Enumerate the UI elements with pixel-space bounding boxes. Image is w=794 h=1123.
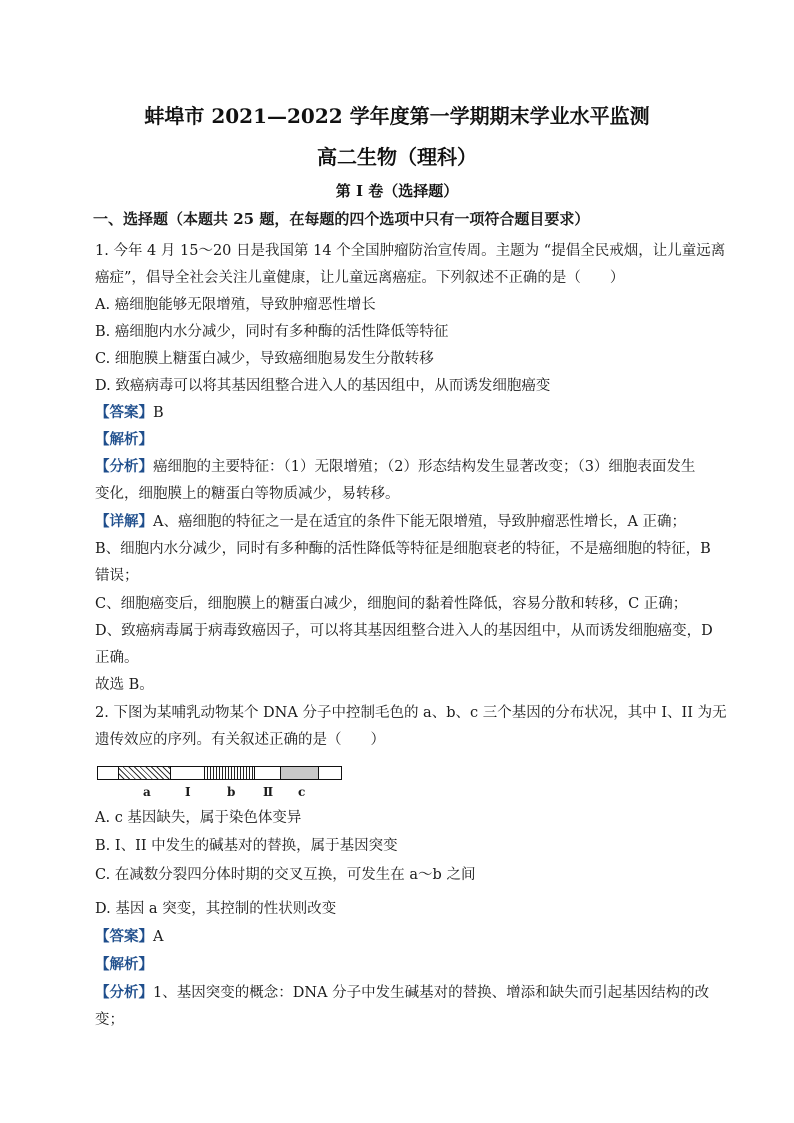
q1-conclusion: 故选 B。 (95, 677, 154, 693)
gene-c-segment (280, 766, 319, 780)
q1-xiangjie-line2: B、细胞内水分减少，同时有多种酶的活性降低等特征是细胞衰老的特征，不是癌细胞的特征，B (95, 541, 711, 557)
q1-option-a: A. 癌细胞能够无限增殖，导致肿瘤恶性增长 (95, 297, 376, 313)
answer-value: B (153, 405, 164, 421)
dna-segment-right (318, 766, 342, 780)
q2-stem-line1: 2. 下图为某哺乳动物某个 DNA 分子中控制毛色的 a、b、c 三个基因的分布状况，其中 I、II 为无 (95, 705, 727, 721)
q1-option-b: B. 癌细胞内水分减少，同时有多种酶的活性降低等特征 (95, 324, 449, 340)
label-a: a (143, 785, 151, 799)
answer-tag: 【答案】 (95, 928, 153, 945)
q1-xiangjie-line4: C、细胞癌变后，细胞膜上的糖蛋白减少，细胞间的黏着性降低，容易分散和转移，C 正确； (95, 596, 688, 612)
part-heading: 第 I 卷（选择题） (335, 182, 459, 200)
q1-stem-line2: 癌症”，倡导全社会关注儿童健康，让儿童远离癌症。下列叙述不正确的是（ ） (95, 270, 625, 286)
fenxi-text: 1、基因突变的概念：DNA 分子中发生碱基对的替换、增添和缺失而引起基因结构的改 (153, 985, 710, 1001)
q2-option-c: C. 在减数分裂四分体时期的交叉互换，可发生在 a～b 之间 (95, 867, 476, 883)
sequence-i-segment (170, 766, 205, 780)
sequence-ii-segment (254, 766, 281, 780)
answer-value: A (153, 929, 164, 945)
q2-fenxi-line1 (95, 983, 709, 1003)
fenxi-tag: 【分析】 (95, 984, 153, 1001)
label-ii: Ⅱ (263, 785, 274, 799)
fenxi-tag: 【分析】 (95, 458, 153, 475)
q2-fenxi-line2: 变； (95, 1012, 124, 1028)
q2-answer (95, 927, 163, 947)
q2-option-d: D. 基因 a 突变，其控制的性状则改变 (95, 901, 337, 917)
xiangjie-text: A、癌细胞的特征之一是在适宜的条件下能无限增殖，导致肿瘤恶性增长，A 正确； (153, 514, 687, 530)
label-c: c (298, 785, 306, 799)
q2-option-b: B. I、II 中发生的碱基对的替换，属于基因突变 (95, 838, 398, 854)
q1-answer (95, 403, 164, 423)
q1-fenxi-line2: 变化，细胞膜上的糖蛋白等物质减少，易转移。 (95, 486, 400, 502)
q1-stem-line1: 1. 今年 4 月 15～20 日是我国第 14 个全国肿瘤防治宣传周。主题为 “提倡全民戒烟，让儿童远离 (95, 243, 726, 259)
dna-diagram (97, 766, 342, 781)
fenxi-text: 癌细胞的主要特征：（1）无限增殖；（2）形态结构发生显著改变；（3）细胞表面发生 (153, 459, 696, 475)
q1-option-d: D. 致癌病毒可以将其基因组整合进入人的基因组中，从而诱发细胞癌变 (95, 378, 551, 394)
q1-xiangjie-line6: 正确。 (95, 650, 139, 666)
answer-tag: 【答案】 (95, 404, 153, 421)
gene-b-segment (204, 766, 255, 780)
q2-stem-line2: 遗传效应的序列。有关叙述正确的是（ ） (95, 732, 385, 748)
exam-title: 蚌埠市 2021—2022 学年度第一学期期末学业水平监测 (144, 104, 650, 128)
gene-a-segment (118, 766, 171, 780)
exam-subtitle: 高二生物（理科） (317, 145, 477, 169)
q2-option-a: A. c 基因缺失，属于染色体变异 (95, 810, 302, 826)
q1-xiangjie-line5: D、致癌病毒属于病毒致癌因子，可以将其基因组整合进入人的基因组中，从而诱发细胞癌变，D (95, 623, 713, 639)
q1-xiangjie-line3: 错误； (95, 568, 139, 584)
dna-segment-left (97, 766, 119, 780)
label-i: Ⅰ (185, 785, 191, 799)
q2-analysis-tag: 【解析】 (95, 956, 153, 973)
q1-xiangjie-line1 (95, 512, 686, 532)
xiangjie-tag: 【详解】 (95, 513, 153, 530)
label-b: b (227, 785, 236, 799)
section-heading: 一、选择题（本题共 25 题，在每题的四个选项中只有一项符合题目要求） (93, 210, 590, 228)
q1-fenxi-line1 (95, 457, 695, 477)
q1-analysis-tag: 【解析】 (95, 431, 153, 448)
q1-option-c: C. 细胞膜上糖蛋白减少，导致癌细胞易发生分散转移 (95, 351, 434, 367)
